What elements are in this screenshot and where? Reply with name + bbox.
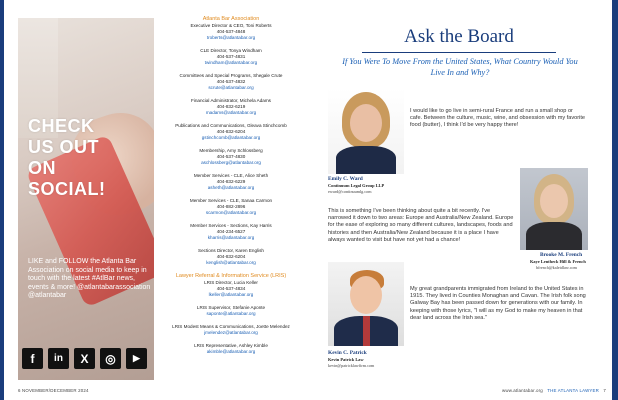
lris-list	[160, 280, 302, 355]
staff-role: Publications and Communications, Gleava Stinchcomb	[175, 123, 287, 128]
answer-text-patrick: My great grandparents immigrated from Ireland to the United States in 1915. They lived in Counties Monaghan and Cavan. The Irish folk song Galway Bay has been passed down for generations with our family. In keeping with those lyrics, "I will as my God to make my heaven in that dear land across the Irish sea."	[410, 286, 586, 321]
staff-email[interactable]: twindham@atlantabar.org	[204, 60, 258, 65]
answer-email[interactable]: kevin@patricklawfirm.com	[328, 363, 375, 368]
staff-phone: 404-234-6527	[216, 229, 246, 234]
facebook-icon[interactable]: f	[22, 348, 43, 369]
answer-firm: Continuum Legal Group LLP	[328, 183, 385, 188]
staff-email[interactable]: kharris@atlantabar.org	[207, 235, 255, 240]
staff-entry	[160, 343, 302, 355]
x-icon[interactable]: X	[74, 348, 95, 369]
staff-phone: 404-537-4831	[216, 54, 246, 59]
social-icon-row	[22, 348, 147, 369]
ad-headline: CHECK US OUT ON SOCIAL!	[28, 116, 106, 199]
ad-body-text: LIKE and FOLLOW the Atlanta Bar Association on social media to keep in touch with the latest #AtlBar news, events & more! @atlantabarassociation @atlantabar	[28, 258, 151, 300]
youtube-icon[interactable]: ▶	[126, 348, 147, 369]
staff-role: CLE Director, Tonya Windham	[200, 48, 262, 53]
staff-entry	[160, 305, 302, 317]
staff-entry	[160, 123, 302, 141]
staff-entry	[160, 173, 302, 191]
staff-directory	[160, 16, 302, 362]
title-divider	[362, 52, 556, 53]
instagram-icon[interactable]: ◎	[100, 348, 121, 369]
staff-entry	[160, 23, 302, 41]
answer-email[interactable]: eward@continuumlg.com	[328, 189, 372, 194]
answer-email[interactable]: bfrench@kaleidlaw.com	[536, 265, 577, 270]
staff-entry	[160, 48, 302, 66]
staff-role: LRIS Modest Means & Communications, Joette Melendez	[172, 324, 290, 329]
staff-phone: 404-832-6204	[216, 129, 246, 134]
staff-phone: 404-832-6204	[216, 254, 246, 259]
footer-page-number: 7	[603, 388, 606, 393]
staff-entry	[160, 98, 302, 116]
staff-role: LRIS Supervisor, Stefanie Aponte	[196, 305, 266, 310]
staff-phone: 404-537-4834	[216, 286, 246, 291]
page-title: Ask the Board	[404, 26, 514, 47]
staff-heading: Atlanta Bar Association	[202, 16, 260, 22]
portrait-kevin-patrick	[328, 262, 404, 346]
answer-name: Emily C. Ward	[328, 176, 363, 182]
staff-role: Member Services - CLE, Sanaa Carmon	[189, 198, 273, 203]
lris-heading: Lawyer Referral & Information Service (LRIS)	[175, 273, 287, 279]
staff-email[interactable]: aschlossberg@atlantabar.org	[201, 160, 261, 165]
answer-name: Brooke M. French	[540, 252, 583, 258]
social-media-ad	[18, 18, 154, 380]
answer-name: Kevin C. Patrick	[328, 350, 367, 356]
portrait-emily-ward	[328, 88, 404, 174]
staff-email[interactable]: troberts@atlantabar.org	[206, 35, 256, 40]
staff-email[interactable]: lkeller@atlantabar.org	[208, 292, 254, 297]
staff-email[interactable]: akimble@atlantabar.org	[206, 349, 256, 354]
staff-phone: 404-537-4832	[216, 79, 246, 84]
staff-list	[160, 23, 302, 266]
staff-email[interactable]: madams@atlantabar.org	[205, 110, 257, 115]
staff-entry	[160, 280, 302, 298]
staff-role: LRIS Director, Lucia Keller	[204, 280, 258, 285]
staff-entry	[160, 223, 302, 241]
staff-role: Sections Director, Karen English	[198, 248, 264, 253]
staff-entry	[160, 198, 302, 216]
staff-entry	[160, 73, 302, 91]
left-footer: 6 NOVEMBER/DECEMBER 2024	[18, 388, 89, 393]
answer-text-french: This is something I've been thinking about quite a bit recently. I've narrowed it down to two areas: Europe and Australia/New Zealand. Europe for the ease of exploring so many different cultures, landscapes, foods and histories and then Australia/New Zealand because it is a place I have always wanted to visit but have not yet had a chance!	[328, 208, 514, 243]
staff-phone: 404-537-4848	[216, 29, 246, 34]
right-page-edge	[612, 0, 618, 400]
staff-role: Committees and Special Programs, Shegale Crute	[179, 73, 283, 78]
footer-site[interactable]: www.atlantabar.org	[502, 388, 543, 393]
footer-brand: THE ATLANTA LAWYER	[547, 388, 600, 393]
staff-entry	[160, 148, 302, 166]
staff-role: Member Services - CLE, Alice Sheth	[193, 173, 269, 178]
staff-email[interactable]: kenglish@atlantabar.org	[206, 260, 256, 265]
staff-phone: 404-832-6219	[216, 104, 246, 109]
staff-phone: 404-537-4830	[216, 154, 246, 159]
staff-role: Financial Administrator, Michela Adams	[191, 98, 271, 103]
staff-role: LRIS Representative, Ashley Kimble	[194, 343, 268, 348]
linkedin-icon[interactable]: in	[48, 348, 69, 369]
staff-role: Executive Director & CEO, Toni Roberts	[190, 23, 272, 28]
answer-firm: Kaye Lentheck Hill & French	[530, 259, 586, 264]
page-subtitle: If You Were To Move From the United States, What Country Would You Live In and Why?	[342, 57, 578, 77]
staff-entry	[160, 324, 302, 336]
staff-email[interactable]: scrute@atlantabar.org	[208, 85, 254, 90]
staff-email[interactable]: saponte@atlantabar.org	[206, 311, 256, 316]
staff-email[interactable]: asheth@atlantabar.org	[207, 185, 255, 190]
staff-email[interactable]: jmelendez@atlantabar.org	[204, 330, 258, 335]
staff-phone: 404-832-6229	[216, 179, 246, 184]
left-page-edge	[0, 0, 4, 400]
right-footer	[502, 388, 606, 393]
staff-role: Member Services - Sections, Kay Harris	[190, 223, 272, 228]
staff-email[interactable]: gstinchcomb@atlantabar.org	[201, 135, 261, 140]
staff-email[interactable]: scarmon@atlantabar.org	[205, 210, 257, 215]
answer-firm: Kevin Patrick Law	[328, 357, 364, 362]
answer-text-ward: I would like to go live in semi-rural France and run a small shop or cafe. Between the culture, music, wine, and obsession with my favorite food (butter), I think I'd be very happy there!	[410, 108, 586, 129]
staff-role: Membership, Amy Schlossberg	[199, 148, 263, 153]
staff-entry	[160, 248, 302, 266]
portrait-brooke-french	[520, 168, 588, 250]
staff-phone: 404-882-2896	[216, 204, 246, 209]
